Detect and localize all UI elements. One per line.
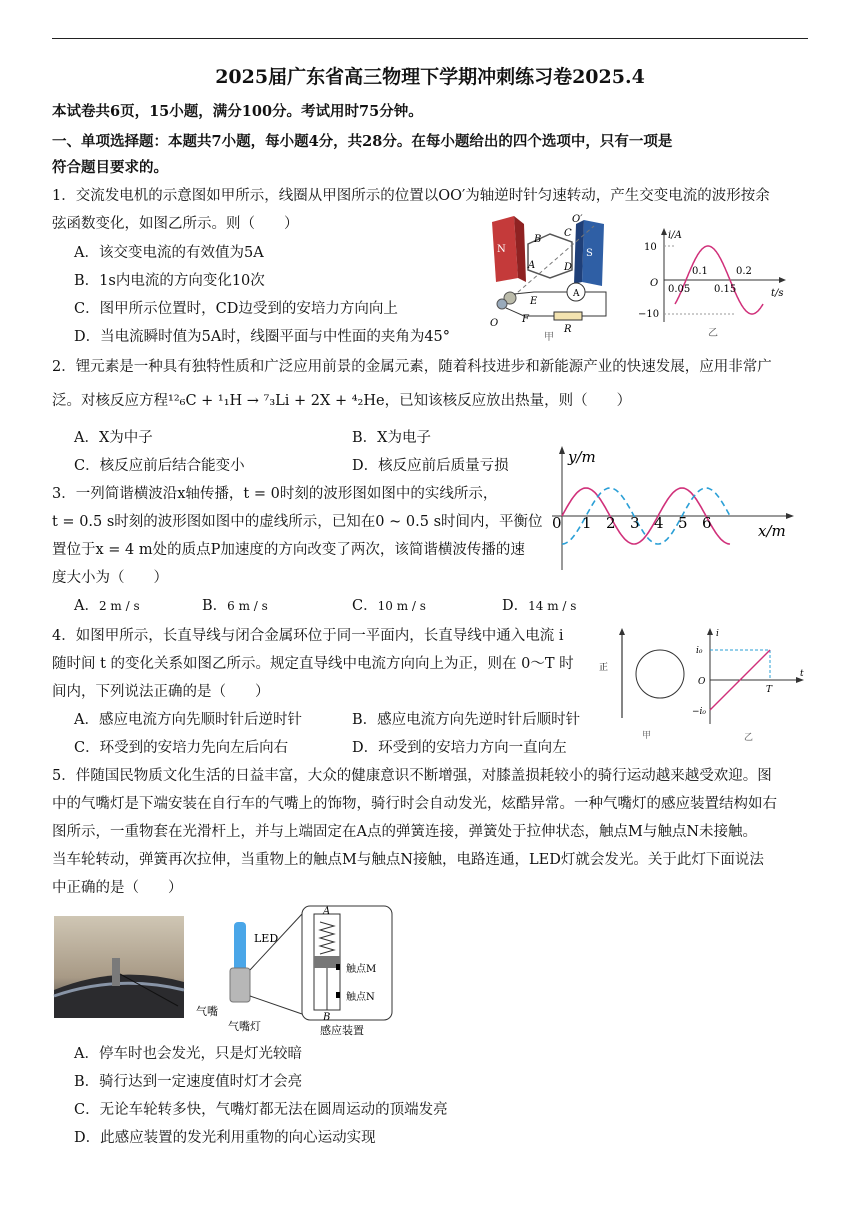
q4-option-d[interactable]: D．环受到的安培力方向一直向左 <box>352 740 567 756</box>
label-o-prime: O′ <box>572 214 583 225</box>
q5-stem-line4: 当车轮转动，弹簧再次拉伸，当重物上的触点M与触点N接触，电路连通，LED灯就会发光。关于此灯下面说法 <box>52 852 764 868</box>
q2-stem-line1: 2．锂元素是一种具有独特性质和广泛应用前景的金属元素，随着科技进步和新能源产业的快速发展，应用非常广 <box>52 359 772 375</box>
q4-stem-line2: 随时间 t 的变化关系如图乙所示。规定直导线中电流方向向上为正，则在 0～T 时 <box>52 656 574 672</box>
q3-stem-line4: 度大小为（ ） <box>52 570 168 586</box>
q1-stem-line1: 1．交流发电机的示意图如甲所示，线圈从甲图所示的位置以OO′为轴逆时针匀速转动，产生交变电流的波形按余 <box>52 188 770 204</box>
label-contact-m: 触点M <box>346 964 377 975</box>
q1-option-b[interactable]: B．1s内电流的方向变化10次 <box>74 273 265 289</box>
q5-option-d[interactable]: D．此感应装置的发光利用重物的向心运动实现 <box>74 1130 376 1146</box>
q2-stem-line2 <box>52 391 631 411</box>
valve-stem <box>112 958 120 986</box>
fig-caption-yi: 乙 <box>744 733 754 743</box>
q3-option-b[interactable]: B．6 m / s <box>202 598 268 614</box>
label-t-period: T <box>766 685 773 695</box>
label-o: O <box>490 318 499 329</box>
q4-option-b[interactable]: B．感应电流方向先逆时针后顺时针 <box>352 712 581 728</box>
label-d: D <box>564 262 573 273</box>
q1-option-d[interactable]: D．当电流瞬时值为5A时，线圈平面与中性面的夹角为45° <box>74 329 451 345</box>
q2-stem-suffix: ，已知该核反应放出热量，则（ ） <box>384 393 632 409</box>
label-valve: 气嘴 <box>196 1005 218 1018</box>
page-title: 2025届广东省高三物理下学期冲刺练习卷2025.4 <box>215 66 645 88</box>
q1-option-c[interactable]: C．图甲所示位置时，CD边受到的安培力方向向上 <box>74 301 398 317</box>
q4-option-a[interactable]: A．感应电流方向先顺时针后逆时针 <box>74 712 302 728</box>
contact-n <box>336 992 340 998</box>
wave-xlabel: x/m <box>758 522 786 540</box>
section-heading-line2: 符合题目要求的。 <box>52 159 168 176</box>
q2-option-b[interactable]: B．X为电子 <box>352 430 431 446</box>
fig-caption-yi: 乙 <box>708 328 718 339</box>
valve-lamp-base <box>230 968 250 1002</box>
fig-caption-jia: 甲 <box>544 332 554 342</box>
q3-option-a-value: 2 m / s <box>98 599 140 613</box>
tick-origin: O <box>650 278 659 289</box>
tick-0.1: 0.1 <box>692 266 708 277</box>
wave-tick-4: 4 <box>654 514 664 532</box>
label-f: F <box>522 314 529 325</box>
label-positive: 正 <box>599 663 609 673</box>
wave-ylabel: y/m <box>568 448 596 466</box>
q3-option-b-value: 6 m / s <box>227 599 268 613</box>
q2-option-a[interactable]: A．X为中子 <box>74 430 153 446</box>
label-contact-n: 触点N <box>346 992 375 1003</box>
q1-option-a[interactable]: A．该交变电流的有效值为5A <box>74 245 264 261</box>
q3-wave-graph <box>548 446 798 576</box>
label-t-axis: t <box>800 669 804 679</box>
label-b: B <box>534 234 542 245</box>
q3-option-d-value: 14 m / s <box>528 599 577 613</box>
q3-stem-line2: t = 0.5 s时刻的波形图如图中的虚线所示，已知在0 ~ 0.5 s时间内，平衡位 <box>52 514 543 530</box>
q4-stem-line1: 4．如图甲所示，长直导线与闭合金属环位于同一平面内，长直导线中通入电流 i <box>52 628 564 644</box>
q5-valve-light-figure <box>52 904 398 1038</box>
q4-stem-line3: 间内，下列说法正确的是（ ） <box>52 684 270 700</box>
label-ammeter: A <box>573 289 580 299</box>
graph-ylabel: i/A <box>668 230 682 241</box>
fig-caption-jia: 甲 <box>642 731 652 741</box>
q5-option-a[interactable]: A．停车时也会发光，只是灯光较暗 <box>74 1046 302 1062</box>
q4-wire-ring-figure <box>596 626 686 742</box>
q5-stem-line2: 中的气嘴灯是下端安装在自行车的气嘴上的饰物，骑行时会自动发光，炫酷异常。一种气嘴灯的感应装置结构如右 <box>52 796 777 812</box>
exam-intro: 本试卷共6页，15小题，满分100分。考试用时75分钟。 <box>52 103 423 120</box>
wave-tick-6: 6 <box>702 514 712 532</box>
q2-option-d[interactable]: D．核反应前后质量亏损 <box>352 458 509 474</box>
q1-generator-figure <box>484 212 620 342</box>
section-heading-line1: 一、单项选择题：本题共7小题，每小题4分，共28分。在每小题给出的四个选项中，只有一项是 <box>52 133 673 150</box>
label-a-point: A <box>323 906 331 917</box>
q5-stem-line3: 图所示，一重物套在光滑杆上，并与上端固定在A点的弹簧连接，弹簧处于拉伸状态，触点M与触点N未接触。 <box>52 824 758 840</box>
label-n: N <box>497 244 506 255</box>
q3-stem-line1: 3．一列简谐横波沿x轴传播，t = 0时刻的波形图如图中的实线所示， <box>52 486 498 502</box>
wave-tick-2: 2 <box>606 514 616 532</box>
label-c: C <box>564 228 572 239</box>
label-e: E <box>530 296 538 307</box>
label-led: LED <box>254 932 279 945</box>
tick-0.05: 0.05 <box>668 284 691 295</box>
tick-10: 10 <box>644 242 657 253</box>
label-a: A <box>528 260 536 271</box>
q3-stem-line3: 置位于x = 4 m处的质点P加速度的方向改变了两次，该简谐横波传播的速 <box>52 542 525 558</box>
q3-option-c[interactable]: C．10 m / s <box>352 598 426 614</box>
label-b-point: B <box>323 1012 331 1023</box>
q3-option-d[interactable]: D．14 m / s <box>502 598 577 614</box>
q4-option-c[interactable]: C．环受到的安培力先向左后向右 <box>74 740 289 756</box>
q5-option-c[interactable]: C．无论车轮转多快，气嘴灯都无法在圆周运动的顶端发亮 <box>74 1102 448 1118</box>
q3-option-a[interactable]: A．2 m / s <box>74 598 140 614</box>
wave-tick-0: 0 <box>552 514 562 532</box>
tick-0.2: 0.2 <box>736 266 752 277</box>
q2-stem-prefix: 泛。对核反应方程 <box>52 393 168 409</box>
q1-stem-line2: 弦函数变化，如图乙所示。则（ ） <box>52 216 299 232</box>
q2-option-c[interactable]: C．核反应前后结合能变小 <box>74 458 245 474</box>
q2-equation: ¹²₆C + ¹₁H → ⁷₃Li + 2X + ⁴₂He <box>168 393 385 409</box>
tick-neg10: −10 <box>638 309 660 320</box>
q1-current-graph <box>636 224 792 340</box>
q5-stem-line1: 5．伴随国民物质文化生活的日益丰富，大众的健康意识不断增强，对膝盖损耗较小的骑行运动越来越受欢迎。图 <box>52 768 772 784</box>
label-s: S <box>586 248 593 259</box>
label-i0: i₀ <box>696 646 703 656</box>
metal-ring <box>636 650 684 698</box>
contact-m <box>336 964 340 970</box>
tick-0.15: 0.15 <box>714 284 737 295</box>
wave-tick-1: 1 <box>582 514 592 532</box>
wave-tick-3: 3 <box>630 514 640 532</box>
q5-stem-line5: 中正确的是（ ） <box>52 880 183 896</box>
q5-option-b[interactable]: B．骑行达到一定速度值时灯才会亮 <box>74 1074 303 1090</box>
label-i: i <box>716 629 719 639</box>
q3-option-c-value: 10 m / s <box>377 599 426 613</box>
q4-current-graph <box>690 624 808 744</box>
led-lamp-body <box>234 922 246 972</box>
label-neg-i0: −i₀ <box>692 707 707 717</box>
label-r: R <box>564 324 572 335</box>
resistor-icon <box>554 312 582 320</box>
label-valve-lamp: 气嘴灯 <box>228 1020 261 1033</box>
graph-xlabel: t/s <box>771 288 784 299</box>
label-sensor-device: 感应装置 <box>320 1024 364 1037</box>
header-rule <box>52 38 808 39</box>
wave-tick-5: 5 <box>678 514 688 532</box>
label-origin: O <box>698 677 706 687</box>
